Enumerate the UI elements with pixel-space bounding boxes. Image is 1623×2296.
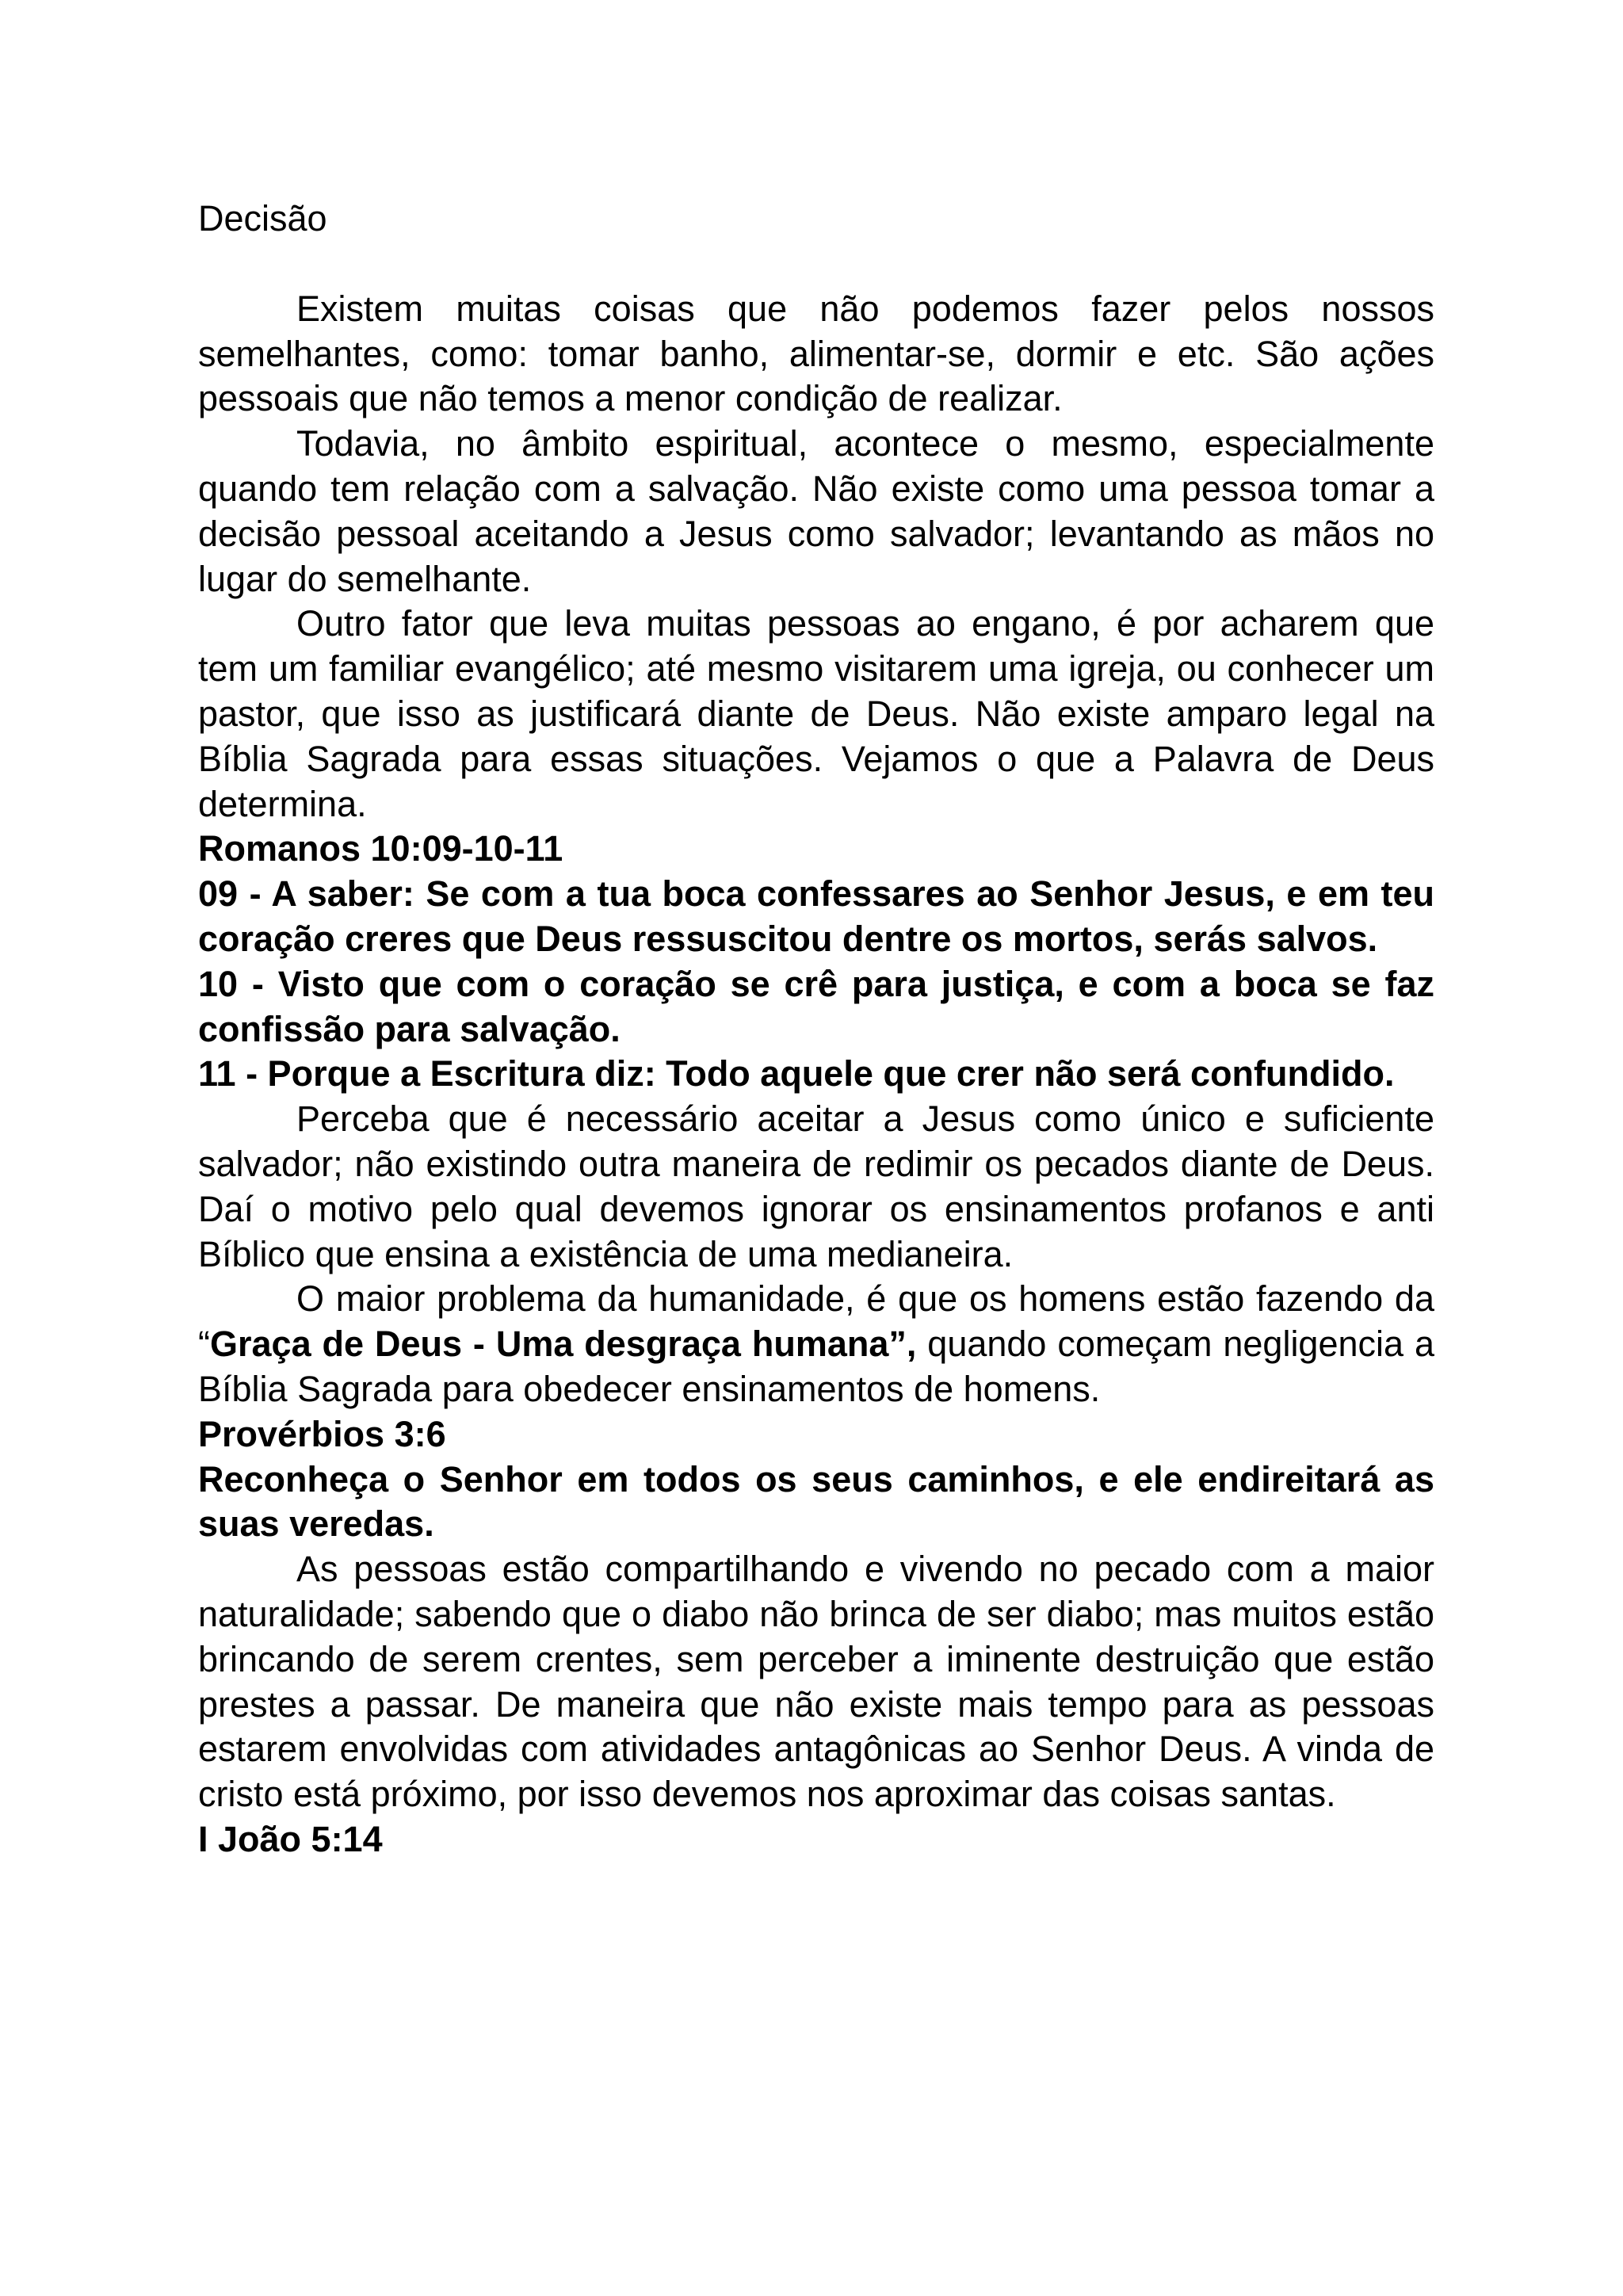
paragraph-1: Existem muitas coisas que não podemos fazer pelos nossos semelhantes, como: tomar banho, alimentar-se, dormir e etc. São ações pessoais que não temos a menor condição de realizar. — [198, 288, 1434, 419]
paragraph-3: Outro fator que leva muitas pessoas ao engano, é por acharem que tem um familiar evangélico; até mesmo visitarem uma igreja, ou conhecer um pastor, que isso as justificará diante de Deus. Não existe amparo legal na Bíblia Sagrada para essas situações. Vejamos o que a Palavra de Deus determina. — [198, 603, 1434, 824]
document-title: Decisão — [198, 198, 327, 239]
reference-romanos: Romanos 10:09-10-11 — [198, 828, 563, 869]
verse-11: 11 - Porque a Escritura diz: Todo aquele que crer não será confundido. — [198, 1053, 1395, 1095]
reference-proverbios: Provérbios 3:6 — [198, 1413, 446, 1454]
paragraph-6: As pessoas estão compartilhando e vivendo no pecado com a maior naturalidade; sabendo que o diabo não brinca de ser diabo; mas muitos estão brincando de serem crentes, sem perceber a iminente destruição que estão prestes a passar. De maneira que não existe mais tempo para as pessoas estarem envolvidas com atividades antagônicas ao Senhor Deus. A vinda de cristo está próximo, por isso devemos nos aproximar das coisas santas. — [198, 1549, 1434, 1815]
paragraph-5 — [198, 1277, 1434, 1412]
document-page — [198, 197, 1434, 1862]
paragraph-2: Todavia, no âmbito espiritual, acontece o mesmo, especialmente quando tem relação com a salvação. Não existe como uma pessoa tomar a decisão pessoal aceitando a Jesus como salvador; levantando as mãos no lugar do semelhante. — [198, 423, 1434, 599]
paragraph-4: Perceba que é necessário aceitar a Jesus como único e suficiente salvador; não existindo outra maneira de redimir os pecados diante de Deus. Daí o motivo pelo qual devemos ignorar os ensinamentos profanos e anti Bíblico que ensina a existência de uma medianeira. — [198, 1098, 1434, 1274]
paragraph-5-text-end: quando começam negligencia a Bíblia Sagrada para obedecer ensinamentos de homens. — [198, 1324, 1434, 1409]
verse-09: 09 - A saber: Se com a tua boca confessares ao Senhor Jesus, e em teu coração creres que Deus ressuscitou dentre os mortos, serás salvos. — [198, 873, 1434, 959]
verse-10: 10 - Visto que com o coração se crê para justiça, e com a boca se faz confissão para salvação. — [198, 963, 1434, 1049]
reference-joao: I João 5:14 — [198, 1818, 383, 1859]
verse-proverbios-3-6: Reconheça o Senhor em todos os seus caminhos, e ele endireitará as suas veredas. — [198, 1458, 1434, 1545]
paragraph-5-emphasis: Graça de Deus - Uma desgraça humana”, — [210, 1324, 917, 1365]
paragraph-5-text-start: O maior problema da humanidade, é que os homens estão fazendo da “ — [198, 1278, 1434, 1365]
